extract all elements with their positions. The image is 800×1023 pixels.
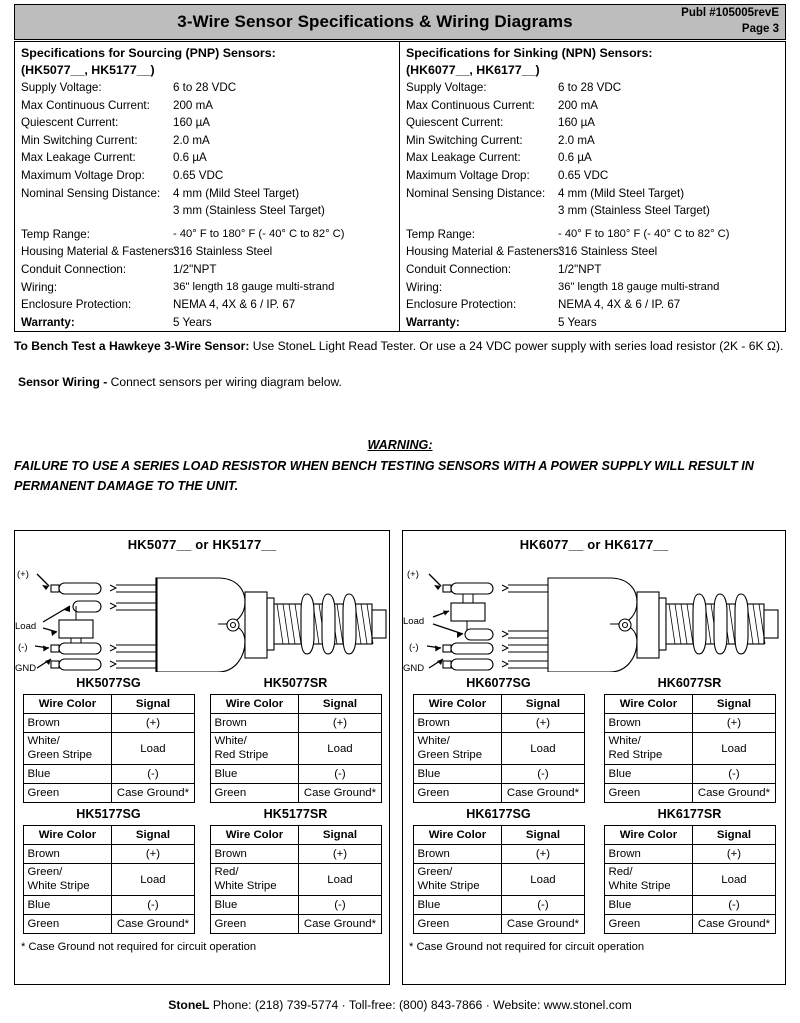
label-gnd-pnp: GND [15, 663, 37, 672]
spec-label: Temp Range: [406, 227, 475, 241]
spec-rows-npn [406, 79, 779, 331]
label-minus-pnp: (-) [18, 642, 28, 653]
spec-row [406, 202, 779, 220]
table-row [210, 765, 381, 784]
wire-color-cell: Green [23, 915, 112, 934]
wire-color-cell: Brown [210, 845, 299, 864]
table-header-row [604, 826, 775, 845]
label-load-pnp: Load [15, 621, 37, 632]
wire-color-cell: Red/ White Stripe [210, 864, 299, 896]
spec-row [406, 132, 779, 150]
spec-value: 200 mA [173, 98, 213, 112]
spec-value: 160 µA [173, 116, 210, 130]
wire-table-hk6177sg [413, 825, 585, 934]
sensor-diagram-npn [403, 554, 785, 672]
wire-color-cell: Blue [23, 896, 112, 915]
spec-label: Wiring: [21, 280, 58, 294]
table-row [23, 714, 194, 733]
spec-label: Warranty: [406, 315, 460, 329]
sensor-wiring-body: Connect sensors per wiring diagram below. [107, 375, 342, 389]
footnote-pnp: * Case Ground not required for circuit operation [21, 941, 257, 953]
signal-cell: Load [299, 864, 381, 896]
table-row [413, 765, 584, 784]
wire-color-cell: Green/ White Stripe [23, 864, 112, 896]
table-header-row [210, 695, 381, 714]
wiring-panel-npn [402, 530, 786, 985]
signal-cell: (+) [693, 714, 775, 733]
sensor-wiring-note [18, 374, 788, 392]
publication-info [655, 6, 785, 37]
label-plus-pnp: (+) [17, 569, 29, 580]
column-header: Wire Color [604, 695, 693, 714]
table-row [210, 714, 381, 733]
spec-heading-line2: (HK5077__, HK5177__) [21, 62, 155, 77]
spec-value: 5 Years [558, 315, 597, 329]
wire-table-caption: HK5077SR [263, 676, 328, 690]
spec-value: 6 to 28 VDC [173, 81, 237, 94]
wiring-panel-pnp [14, 530, 390, 985]
column-header: Wire Color [210, 695, 299, 714]
table-row [604, 784, 775, 803]
wire-color-cell: Blue [210, 765, 299, 784]
spec-label: Warranty: [21, 315, 75, 329]
spec-label: Housing Material & Fasteners: [21, 245, 177, 259]
table-row [210, 733, 381, 765]
signal-cell: (-) [299, 896, 381, 915]
signal-cell: (-) [112, 765, 194, 784]
spec-row [406, 296, 779, 314]
spec-row [21, 202, 393, 220]
spec-label: Wiring: [406, 280, 443, 294]
table-row [210, 784, 381, 803]
spec-row [21, 261, 393, 279]
spec-row [406, 261, 779, 279]
spec-value: 0.65 VDC [558, 168, 609, 182]
table-row [210, 845, 381, 864]
table-row [413, 845, 584, 864]
table-row [413, 915, 584, 934]
wire-table-block-hk5177sr [210, 807, 382, 934]
table-row [210, 915, 381, 934]
wire-table-row-2-npn [403, 807, 785, 934]
wire-color-cell: Brown [210, 714, 299, 733]
label-load-npn: Load [403, 616, 425, 627]
label-plus-npn: (+) [407, 569, 419, 580]
spec-value: 6 to 28 VDC [558, 81, 622, 94]
spec-row [406, 114, 779, 132]
bench-test-note [14, 338, 788, 356]
wire-table-row-1-pnp [15, 676, 389, 803]
spec-label: Min Switching Current: [406, 133, 523, 147]
spec-value: 36" length 18 gauge multi-strand [558, 280, 720, 293]
spec-row [406, 314, 779, 332]
spec-value: 200 mA [558, 98, 598, 112]
spec-label: Max Leakage Current: [406, 151, 521, 165]
table-header-row [210, 826, 381, 845]
warning-title: WARNING: [367, 438, 433, 452]
table-row [23, 765, 194, 784]
column-header: Signal [502, 695, 584, 714]
spec-value: NEMA 4, 4X & 6 / IP. 67 [558, 298, 681, 312]
wire-table-hk5177sg [23, 825, 195, 934]
company-name: StoneL [168, 998, 210, 1012]
spec-row [406, 79, 779, 97]
spec-value: 1/2"NPT [558, 262, 602, 276]
wire-table-caption: HK5177SR [263, 807, 328, 821]
spec-value: - 40° F to 180° F (- 40° C to 82° C) [558, 227, 730, 240]
spec-label: Conduit Connection: [21, 262, 127, 276]
signal-cell: Load [502, 864, 584, 896]
spec-value: 5 Years [173, 315, 212, 329]
spec-row [21, 279, 393, 297]
spec-row [406, 226, 779, 244]
spec-label: Conduit Connection: [406, 262, 512, 276]
spec-label: Supply Voltage: [406, 81, 487, 94]
wire-color-cell: Brown [413, 845, 502, 864]
table-row [604, 845, 775, 864]
spec-label: Nominal Sensing Distance: [21, 186, 161, 200]
table-row [23, 864, 194, 896]
table-row [413, 714, 584, 733]
wire-table-block-hk5077sr [210, 676, 382, 803]
signal-cell: Load [693, 733, 775, 765]
signal-cell: Load [112, 733, 194, 765]
wire-color-cell: White/ Green Stripe [23, 733, 112, 765]
signal-cell: (+) [693, 845, 775, 864]
spec-row [21, 132, 393, 150]
signal-cell: (-) [112, 896, 194, 915]
spec-row [21, 243, 393, 261]
spec-row [21, 226, 393, 244]
column-header: Wire Color [413, 695, 502, 714]
wire-color-cell: Green [604, 915, 693, 934]
table-header-row [23, 695, 194, 714]
wire-color-cell: Green [210, 784, 299, 803]
wire-color-cell: Brown [23, 845, 112, 864]
signal-cell: (+) [299, 714, 381, 733]
footer-contact: Phone: (218) 739-5774 · Toll-free: (800) 843-7866 · Website: www.stonel.com [209, 998, 632, 1012]
signal-cell: (-) [299, 765, 381, 784]
wire-color-cell: Brown [23, 714, 112, 733]
table-row [23, 896, 194, 915]
signal-cell: (+) [112, 845, 194, 864]
spec-row [21, 114, 393, 132]
spec-row [21, 149, 393, 167]
wire-table-hk5077sg [23, 694, 195, 803]
spec-label: Quiescent Current: [21, 116, 119, 130]
wire-color-cell: Blue [23, 765, 112, 784]
table-row [604, 714, 775, 733]
table-header-row [604, 695, 775, 714]
spec-row [406, 243, 779, 261]
signal-cell: (-) [693, 765, 775, 784]
wire-table-caption: HK6177SR [657, 807, 722, 821]
wire-color-cell: Green [413, 915, 502, 934]
signal-cell: Load [112, 864, 194, 896]
spec-value: 3 mm (Stainless Steel Target) [173, 204, 325, 218]
spec-value: - 40° F to 180° F (- 40° C to 82° C) [173, 227, 345, 240]
spec-rows-pnp [21, 79, 393, 331]
wire-table-row-1-npn [403, 676, 785, 803]
signal-cell: Case Ground* [693, 915, 775, 934]
table-row [413, 896, 584, 915]
label-minus-npn: (-) [409, 642, 419, 653]
table-row [23, 915, 194, 934]
spec-row [406, 185, 779, 203]
table-header-row [23, 826, 194, 845]
spec-label: Max Continuous Current: [406, 98, 535, 112]
signal-cell: Case Ground* [693, 784, 775, 803]
wire-table-caption: HK5077SG [76, 676, 141, 690]
table-row [604, 915, 775, 934]
sensor-wiring-lead: Sensor Wiring - [18, 375, 108, 389]
wire-color-cell: Green [413, 784, 502, 803]
spec-label: Temp Range: [21, 227, 90, 241]
signal-cell: (+) [112, 714, 194, 733]
spec-heading-npn [406, 45, 779, 78]
spec-row [21, 185, 393, 203]
wire-color-cell: White/ Red Stripe [210, 733, 299, 765]
signal-cell: Load [299, 733, 381, 765]
spec-label [406, 202, 558, 220]
column-header: Wire Color [604, 826, 693, 845]
wire-color-cell: White/ Red Stripe [604, 733, 693, 765]
column-header: Wire Color [23, 695, 112, 714]
wire-table-hk6077sg [413, 694, 585, 803]
signal-cell: Case Ground* [299, 915, 381, 934]
spec-label: Enclosure Protection: [21, 298, 132, 312]
column-header: Signal [299, 695, 381, 714]
wire-color-cell: Green [23, 784, 112, 803]
wire-color-cell: Brown [413, 714, 502, 733]
spec-heading-pnp [21, 45, 393, 78]
table-row [413, 784, 584, 803]
signal-cell: (+) [502, 714, 584, 733]
document-footer [0, 998, 800, 1012]
wire-table-block-hk5077sg [23, 676, 195, 803]
wire-table-block-hk5177sg [23, 807, 195, 934]
column-header: Wire Color [210, 826, 299, 845]
bench-test-lead: To Bench Test a Hawkeye 3-Wire Sensor: [14, 339, 250, 353]
spec-value: 160 µA [558, 116, 595, 130]
wire-table-caption: HK6177SG [466, 807, 531, 821]
spec-value: 4 mm (Mild Steel Target) [173, 186, 300, 200]
signal-cell: (-) [502, 765, 584, 784]
spec-label: Maximum Voltage Drop: [21, 168, 145, 182]
column-header: Signal [502, 826, 584, 845]
spec-row [21, 97, 393, 115]
column-header: Signal [693, 695, 775, 714]
spec-heading-line2: (HK6077__, HK6177__) [406, 62, 540, 77]
spec-row [21, 296, 393, 314]
wire-table-hk5077sr [210, 694, 382, 803]
table-row [604, 896, 775, 915]
signal-cell: Case Ground* [502, 784, 584, 803]
spec-label: Supply Voltage: [21, 81, 102, 94]
table-row [413, 864, 584, 896]
spec-value: 2.0 mA [558, 133, 595, 147]
table-row [23, 784, 194, 803]
signal-cell: (+) [299, 845, 381, 864]
wire-table-caption: HK6077SG [466, 676, 531, 690]
column-header: Signal [299, 826, 381, 845]
spec-heading-line1: Specifications for Sourcing (PNP) Sensors: [21, 46, 276, 60]
spec-row [406, 149, 779, 167]
spec-row [21, 79, 393, 97]
sensor-diagram-svg-pnp [15, 554, 389, 672]
spec-row [21, 167, 393, 185]
table-row [604, 864, 775, 896]
wire-color-cell: Blue [413, 896, 502, 915]
wire-color-cell: Blue [210, 896, 299, 915]
spec-label [21, 202, 173, 220]
spec-value: 316 Stainless Steel [173, 245, 273, 259]
spec-label: Nominal Sensing Distance: [406, 186, 546, 200]
spec-value: 1/2"NPT [173, 262, 217, 276]
wire-color-cell: Red/ White Stripe [604, 864, 693, 896]
table-row [413, 733, 584, 765]
column-header: Wire Color [23, 826, 112, 845]
signal-cell: Case Ground* [112, 915, 194, 934]
signal-cell: (-) [693, 896, 775, 915]
wire-table-hk6177sr [604, 825, 776, 934]
specifications-npn [400, 42, 785, 331]
spec-value: 0.65 VDC [173, 168, 224, 182]
spec-value: 2.0 mA [173, 133, 210, 147]
wire-table-hk6077sr [604, 694, 776, 803]
publication-number: Publ #105005revE [681, 7, 779, 20]
wire-color-cell: Green [210, 915, 299, 934]
column-header: Wire Color [413, 826, 502, 845]
signal-cell: Case Ground* [502, 915, 584, 934]
sensor-diagram-pnp [15, 554, 389, 672]
wire-color-cell: Brown [604, 845, 693, 864]
label-gnd-npn: GND [403, 663, 425, 672]
spec-value: NEMA 4, 4X & 6 / IP. 67 [173, 298, 296, 312]
spec-value: 4 mm (Mild Steel Target) [558, 186, 685, 200]
column-header: Signal [112, 695, 194, 714]
page-title: 3-Wire Sensor Specifications & Wiring Diagrams [177, 12, 573, 31]
wire-color-cell: White/ Green Stripe [413, 733, 502, 765]
spec-heading-line1: Specifications for Sinking (NPN) Sensors: [406, 46, 653, 60]
spec-value: 0.6 µA [173, 151, 207, 165]
signal-cell: Case Ground* [112, 784, 194, 803]
signal-cell: Load [502, 733, 584, 765]
spec-value: 3 mm (Stainless Steel Target) [558, 204, 710, 218]
spec-value: 0.6 µA [558, 151, 592, 165]
signal-cell: (-) [502, 896, 584, 915]
document-header [14, 4, 786, 40]
spec-value: 316 Stainless Steel [558, 245, 658, 259]
table-row [604, 733, 775, 765]
page-number: Page 3 [741, 23, 779, 35]
wiring-panel-title-npn: HK6077__ or HK6177__ [519, 537, 669, 552]
wire-color-cell: Brown [604, 714, 693, 733]
spec-label: Housing Material & Fasteners: [406, 245, 562, 259]
wire-table-hk5177sr [210, 825, 382, 934]
table-header-row [413, 695, 584, 714]
warning-body: FAILURE TO USE A SERIES LOAD RESISTOR WHEN BENCH TESTING SENSORS WITH A POWER SUPPLY WILL RESULT IN PERMANENT DAMAGE TO THE UNIT. [14, 459, 754, 493]
signal-cell: (+) [502, 845, 584, 864]
spec-label: Min Switching Current: [21, 133, 138, 147]
spec-label: Enclosure Protection: [406, 298, 517, 312]
wire-table-caption: HK6077SR [657, 676, 722, 690]
spec-label: Max Leakage Current: [21, 151, 136, 165]
table-row [23, 733, 194, 765]
footnote-npn: * Case Ground not required for circuit operation [409, 941, 645, 953]
column-header: Signal [112, 826, 194, 845]
spec-row [406, 167, 779, 185]
wire-table-row-2-pnp [15, 807, 389, 934]
table-row [210, 864, 381, 896]
wiring-panel-title-pnp: HK5077__ or HK5177__ [127, 537, 277, 552]
spec-row [406, 279, 779, 297]
wire-table-block-hk6177sg [413, 807, 585, 934]
specifications-pnp [15, 42, 400, 331]
spec-row [406, 97, 779, 115]
table-row [210, 896, 381, 915]
spec-value: 36" length 18 gauge multi-strand [173, 280, 335, 293]
wire-color-cell: Blue [604, 896, 693, 915]
spec-row [21, 314, 393, 332]
specifications-section [14, 41, 786, 332]
table-header-row [413, 826, 584, 845]
table-row [23, 845, 194, 864]
sensor-diagram-svg-npn [403, 554, 785, 672]
wire-color-cell: Green/ White Stripe [413, 864, 502, 896]
bench-test-body: Use StoneL Light Read Tester. Or use a 24 VDC power supply with series load resistor (2K - 6K Ω). [249, 339, 784, 353]
wire-color-cell: Green [604, 784, 693, 803]
table-row [604, 765, 775, 784]
spec-label: Quiescent Current: [406, 116, 504, 130]
wire-table-block-hk6077sr [604, 676, 776, 803]
wire-table-block-hk6077sg [413, 676, 585, 803]
signal-cell: Load [693, 864, 775, 896]
spec-label: Maximum Voltage Drop: [406, 168, 530, 182]
signal-cell: Case Ground* [299, 784, 381, 803]
wire-table-block-hk6177sr [604, 807, 776, 934]
wire-color-cell: Blue [413, 765, 502, 784]
column-header: Signal [693, 826, 775, 845]
spec-label: Max Continuous Current: [21, 98, 150, 112]
wire-color-cell: Blue [604, 765, 693, 784]
wire-table-caption: HK5177SG [76, 807, 141, 821]
